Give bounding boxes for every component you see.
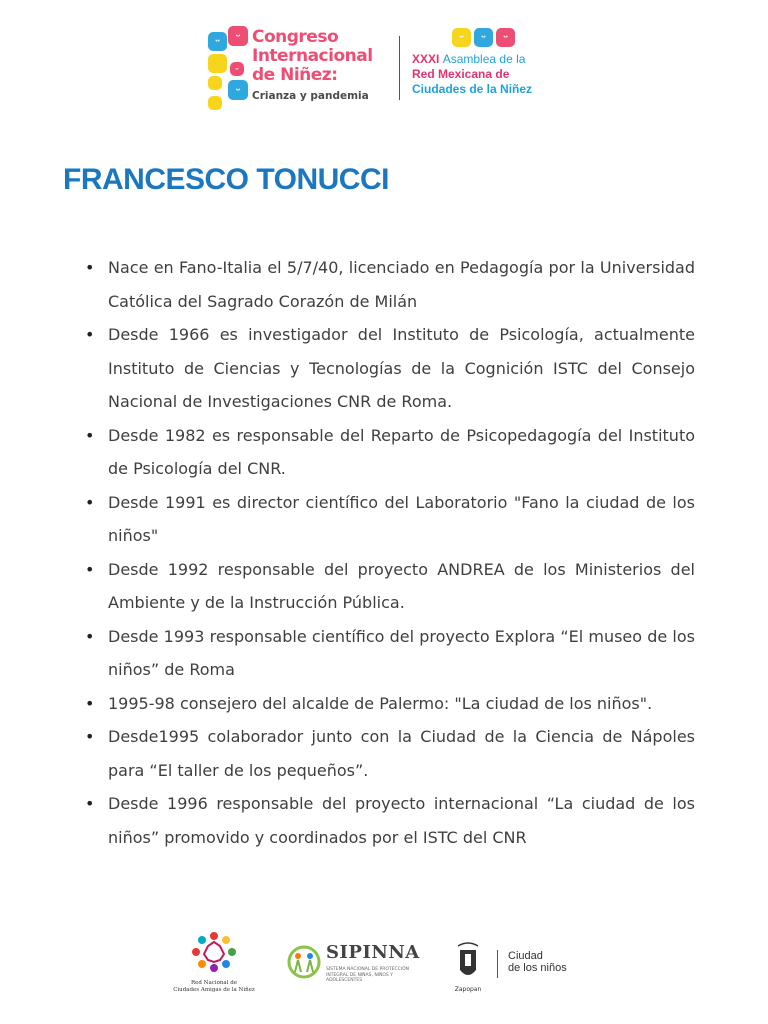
zapopan-crest-icon [450,940,486,986]
biography-list [83,251,695,854]
header-divider [399,36,400,100]
pink-small-face-icon: ᵕ [230,62,244,76]
list-item: • Desde 1993 responsable científico del proyecto Explora “El museo de los niños” de Roma [83,620,695,687]
red-ciudades-caption [170,980,258,994]
list-item: • Desde1995 colaborador junto con la Ciudad de la Ciencia de Nápoles para “El taller de los pequeños”. [83,720,695,787]
list-item: • Desde 1991 es director científico del Laboratorio "Fano la ciudad de los niños" [83,486,695,553]
congreso-logo [206,18,396,118]
pink-face-icon: ᵕ [228,26,248,46]
page-title: FRANCESCO TONUCCI [63,163,389,196]
ciudad-de-los-ninos-logo [508,950,567,974]
ciudad-line-2: de los niños [508,962,567,974]
red-caption-line-2: Ciudades Amigas de la Niñez [173,987,255,993]
header-logos [0,14,768,124]
blue-face-icon-2: ᵕ [474,28,493,47]
blue-face-bottom-icon: ᵕ [228,80,248,100]
red-caption-line-1: Red Nacional de [190,980,237,986]
red-ciudades-logo [170,928,258,1000]
list-item: • Nace en Fano-Italia el 5/7/40, licenciado en Pedagogía por la Universidad Católica del Sagrado Corazón de Milán [83,251,695,318]
list-item: • Desde 1966 es investigador del Instituto de Psicología, actualmente Instituto de Ciencias y Tecnologías de la Cognición ISTC del Consejo Nacional de Investigaciones CNR de Roma. [83,318,695,419]
sipinna-logo [286,942,426,992]
footer-divider [497,950,498,978]
ciudad-line-1: Ciudad [508,950,543,962]
list-item: • Desde 1982 es responsable del Reparto de Psicopedagogía del Instituto de Psicología del CNR. [83,419,695,486]
congreso-subtitle: Crianza y pandemia [252,90,369,102]
yellow-block-icon [208,54,227,73]
list-item: • Desde 1992 responsable del proyecto ANDREA de los Ministerios del Ambiente y de la Instrucción Pública. [83,553,695,620]
congreso-face-blocks [206,18,250,118]
blue-face-icon: ᵕ [208,32,227,51]
asamblea-roman: XXXI [412,52,440,66]
footer-logos [0,928,768,1008]
asamblea-line-2: Red Mexicana de [412,67,510,81]
sipinna-figures-icon [286,942,322,982]
yellow-block-bottom-icon [208,96,222,110]
list-item: • 1995-98 consejero del alcalde de Palermo: "La ciudad de los niños". [83,687,695,721]
zapopan-logo [450,940,486,1000]
congreso-title-line-3: de Niñez: [252,65,338,85]
sipinna-description: SISTEMA NACIONAL DE PROTECCIÓN INTEGRAL DE NIÑAS, NIÑOS Y ADOLESCENTES [326,967,410,983]
asamblea-logo [412,28,562,118]
congreso-title-line-2: Internacional [252,46,373,66]
asamblea-line-1-rest: Asamblea de la [442,52,526,66]
yellow-small-block-icon [208,76,222,90]
yellow-face-icon: ᵕ [452,28,471,47]
children-circle-icon [170,928,258,980]
congreso-title-line-1: Congreso [252,27,339,47]
sipinna-name: SIPINNA [326,942,420,963]
asamblea-line-3: Ciudades de la Niñez [412,82,533,96]
list-item: • Desde 1996 responsable del proyecto internacional “La ciudad de los niños” promovido y coordinados por el ISTC del CNR [83,787,695,854]
congreso-title [252,28,373,85]
pink-face-icon-2: ᵕ [496,28,515,47]
zapopan-name: Zapopan [454,986,482,993]
asamblea-line-1 [412,52,525,67]
